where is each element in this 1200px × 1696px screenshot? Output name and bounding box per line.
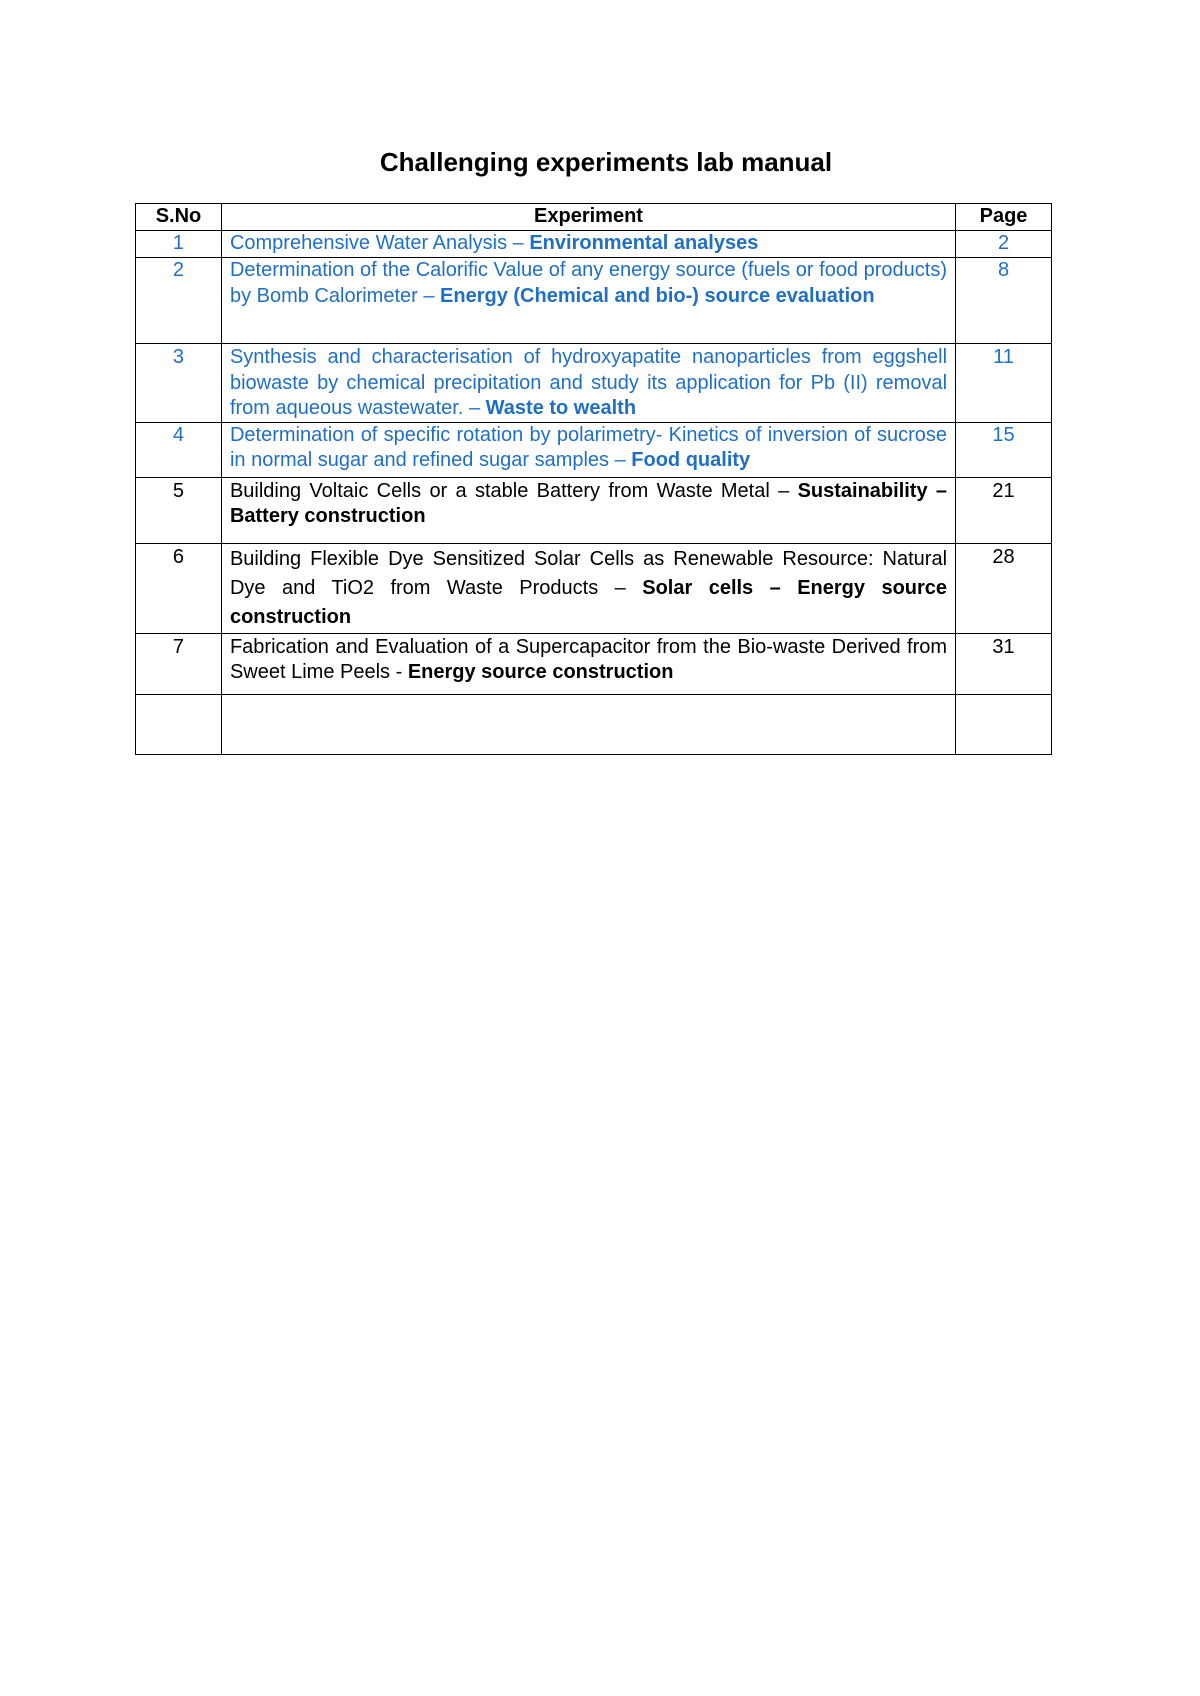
table-header-row [136,204,1052,231]
row-experiment[interactable] [221,422,955,477]
row-experiment[interactable] [221,258,955,344]
row-page: 11 [956,344,1052,423]
row-experiment[interactable] [221,344,955,423]
row-experiment [221,633,955,694]
header-experiment: Experiment [221,204,955,231]
row-experiment [221,543,955,633]
table-row [136,231,1052,258]
experiment-category: Solar cells – Energy source construction [229,576,948,628]
experiment-title[interactable]: Determination of specific rotation by polarimetry- Kinetics of inversion of sucrose in normal sugar and refined sugar samples – [229,423,948,471]
page-title: Challenging experiments lab manual [379,147,833,177]
row-sno: 5 [136,477,222,543]
table-row-empty [136,694,1052,754]
header-sno: S.No [136,204,222,231]
row-sno: 6 [136,543,222,633]
row-sno: 7 [136,633,222,694]
experiment-title[interactable]: Determination of the Calorific Value of any energy source (fuels or food products) by Bomb Calorimeter – [229,259,948,307]
row-experiment [221,694,955,754]
experiment-category: Energy source construction [407,661,674,683]
row-sno: 4 [136,422,222,477]
experiments-table [135,203,1052,755]
row-page: 31 [956,633,1052,694]
table-row [136,422,1052,477]
experiment-category[interactable]: Food quality [631,449,751,471]
row-sno: 2 [136,258,222,344]
row-sno [136,694,222,754]
table-row [136,543,1052,633]
row-page: 21 [956,477,1052,543]
experiment-title: Building Voltaic Cells or a stable Battery from Waste Metal – [229,479,798,502]
row-sno: 1 [136,231,222,258]
row-experiment[interactable] [221,231,955,258]
header-page: Page [956,204,1052,231]
experiment-category[interactable]: Energy (Chemical and bio-) source evaluation [440,284,875,307]
row-page: 28 [956,543,1052,633]
table-row [136,258,1052,344]
experiment-title: Fabrication and Evaluation of a Supercapacitor from the Bio-waste Derived from Sweet Lime Peels - [229,635,948,683]
row-page: 2 [956,231,1052,258]
experiment-category[interactable]: Waste to wealth [485,397,637,419]
row-page [956,694,1052,754]
table-row [136,633,1052,694]
row-page: 15 [956,422,1052,477]
experiment-title[interactable]: Synthesis and characterisation of hydroxyapatite nanoparticles from eggshell biowaste by chemical precipitation and study its application for Pb (II) removal from aqueous wastewater. – [229,346,948,419]
row-page: 8 [956,258,1052,344]
table-row [136,477,1052,543]
experiment-category[interactable]: Environmental analyses [529,232,759,254]
experiment-title[interactable]: Comprehensive Water Analysis – [229,232,530,254]
experiment-category: Sustainability – Battery construction [229,479,948,527]
table-row [136,344,1052,423]
experiment-title: Building Flexible Dye Sensitized Solar Cells as Renewable Resource: Natural Dye and TiO2 from Waste Products – [229,547,948,599]
row-experiment [221,477,955,543]
row-sno: 3 [136,344,222,423]
